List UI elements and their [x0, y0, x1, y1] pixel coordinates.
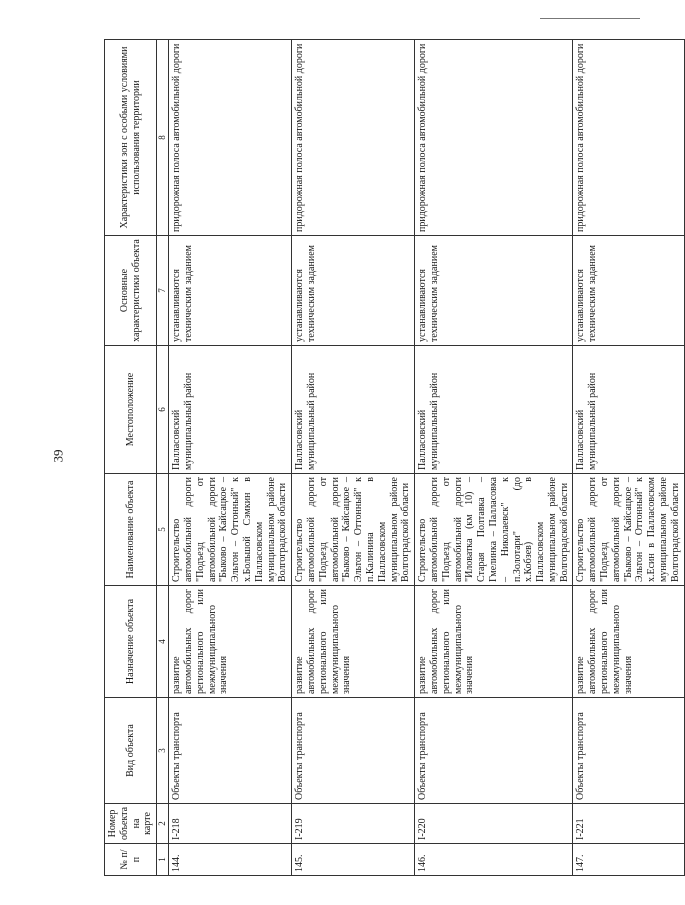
column-number: 7: [157, 236, 169, 346]
cell-location: Палласовский муниципальный район: [573, 346, 684, 474]
header-type: Вид объекта: [105, 698, 157, 804]
top-rule: [540, 18, 640, 19]
column-number: 2: [157, 804, 169, 844]
cell-characteristics: устанавливаются техническим заданием: [573, 236, 684, 346]
header-name: Наименование объекта: [105, 474, 157, 586]
cell-characteristics: устанавливаются техническим заданием: [415, 236, 573, 346]
rotated-table-frame: [104, 40, 681, 876]
cell-location: Палласовский муниципальный район: [292, 346, 415, 474]
header-num: № п/п: [105, 844, 157, 876]
cell-zones: придорожная полоса автомобильной дороги: [415, 40, 573, 236]
table-row: [169, 40, 292, 876]
cell-map-num: I-221: [573, 804, 684, 844]
cell-zones: придорожная полоса автомобильной дороги: [573, 40, 684, 236]
cell-num: 145.: [292, 844, 415, 876]
column-number: 3: [157, 698, 169, 804]
cell-purpose: развитие автомобильных дорог регионального или межмуниципального значения: [573, 586, 684, 698]
cell-zones: придорожная полоса автомобильной дороги: [169, 40, 292, 236]
column-number: 4: [157, 586, 169, 698]
header-characteristics: Основные характеристики объекта: [105, 236, 157, 346]
cell-location: Палласовский муниципальный район: [169, 346, 292, 474]
cell-purpose: развитие автомобильных дорог регионального или межмуниципального значения: [169, 586, 292, 698]
cell-type: Объекты транспорта: [415, 698, 573, 804]
cell-characteristics: устанавливаются техническим заданием: [292, 236, 415, 346]
page-number: 39: [50, 449, 66, 463]
cell-map-num: I-219: [292, 804, 415, 844]
cell-num: 147.: [573, 844, 684, 876]
cell-num: 146.: [415, 844, 573, 876]
cell-name: Строительство автомобильной дороги "Подъезд от автомобильной дороги "Быково – Кайсацкое – Эльтон – Оттонный" к п.Калинина в Палласовском муниципальном районе Волгоградской области: [292, 474, 415, 586]
cell-type: Объекты транспорта: [573, 698, 684, 804]
column-number: 6: [157, 346, 169, 474]
cell-zones: придорожная полоса автомобильной дороги: [292, 40, 415, 236]
cell-name: Строительство автомобильной дороги "Подъезд от автомобильной дороги "Быково – Кайсацкое – Эльтон – Оттонный" к х.Есин в Палласовском муниципальном районе Волгоградской области: [573, 474, 684, 586]
header-map-num: Номер объекта на карте: [105, 804, 157, 844]
cell-name: Строительство автомобильной дороги "Подъезд от автомобильной дороги "Иловатка (км 10) – Старая Полтавка – Гмелинка – Палласовка – Николаевск" к п.Золотари" (до х.Кобзев) в Палласовском муниципальном районе Волгоградской области: [415, 474, 573, 586]
cell-purpose: развитие автомобильных дорог регионального или межмуниципального значения: [415, 586, 573, 698]
cell-name: Строительство автомобильной дороги "Подъезд от автомобильной дороги "Быково – Кайсацкое – Эльтон – Оттонный" к х.Большой Сэмкин в Палласовском муниципальном районе Волгоградской области: [169, 474, 292, 586]
table-row: [415, 40, 573, 876]
table-row: [292, 40, 415, 876]
header-zones: Характеристики зон с особыми условиями использования территории: [105, 40, 157, 236]
cell-type: Объекты транспорта: [169, 698, 292, 804]
cell-purpose: развитие автомобильных дорог регионального или межмуниципального значения: [292, 586, 415, 698]
cell-characteristics: устанавливаются техническим заданием: [169, 236, 292, 346]
column-number: 8: [157, 40, 169, 236]
header-purpose: Назначение объекта: [105, 586, 157, 698]
cell-map-num: I-220: [415, 804, 573, 844]
header-location: Местоположение: [105, 346, 157, 474]
cell-type: Объекты транспорта: [292, 698, 415, 804]
cell-num: 144.: [169, 844, 292, 876]
column-number: 5: [157, 474, 169, 586]
column-number: 1: [157, 844, 169, 876]
cell-map-num: I-218: [169, 804, 292, 844]
header-row: [105, 40, 157, 876]
column-number-row: [157, 40, 169, 876]
cell-location: Палласовский муниципальный район: [415, 346, 573, 474]
table-row: [573, 40, 684, 876]
objects-table: [104, 39, 685, 876]
table-container: [104, 40, 681, 876]
